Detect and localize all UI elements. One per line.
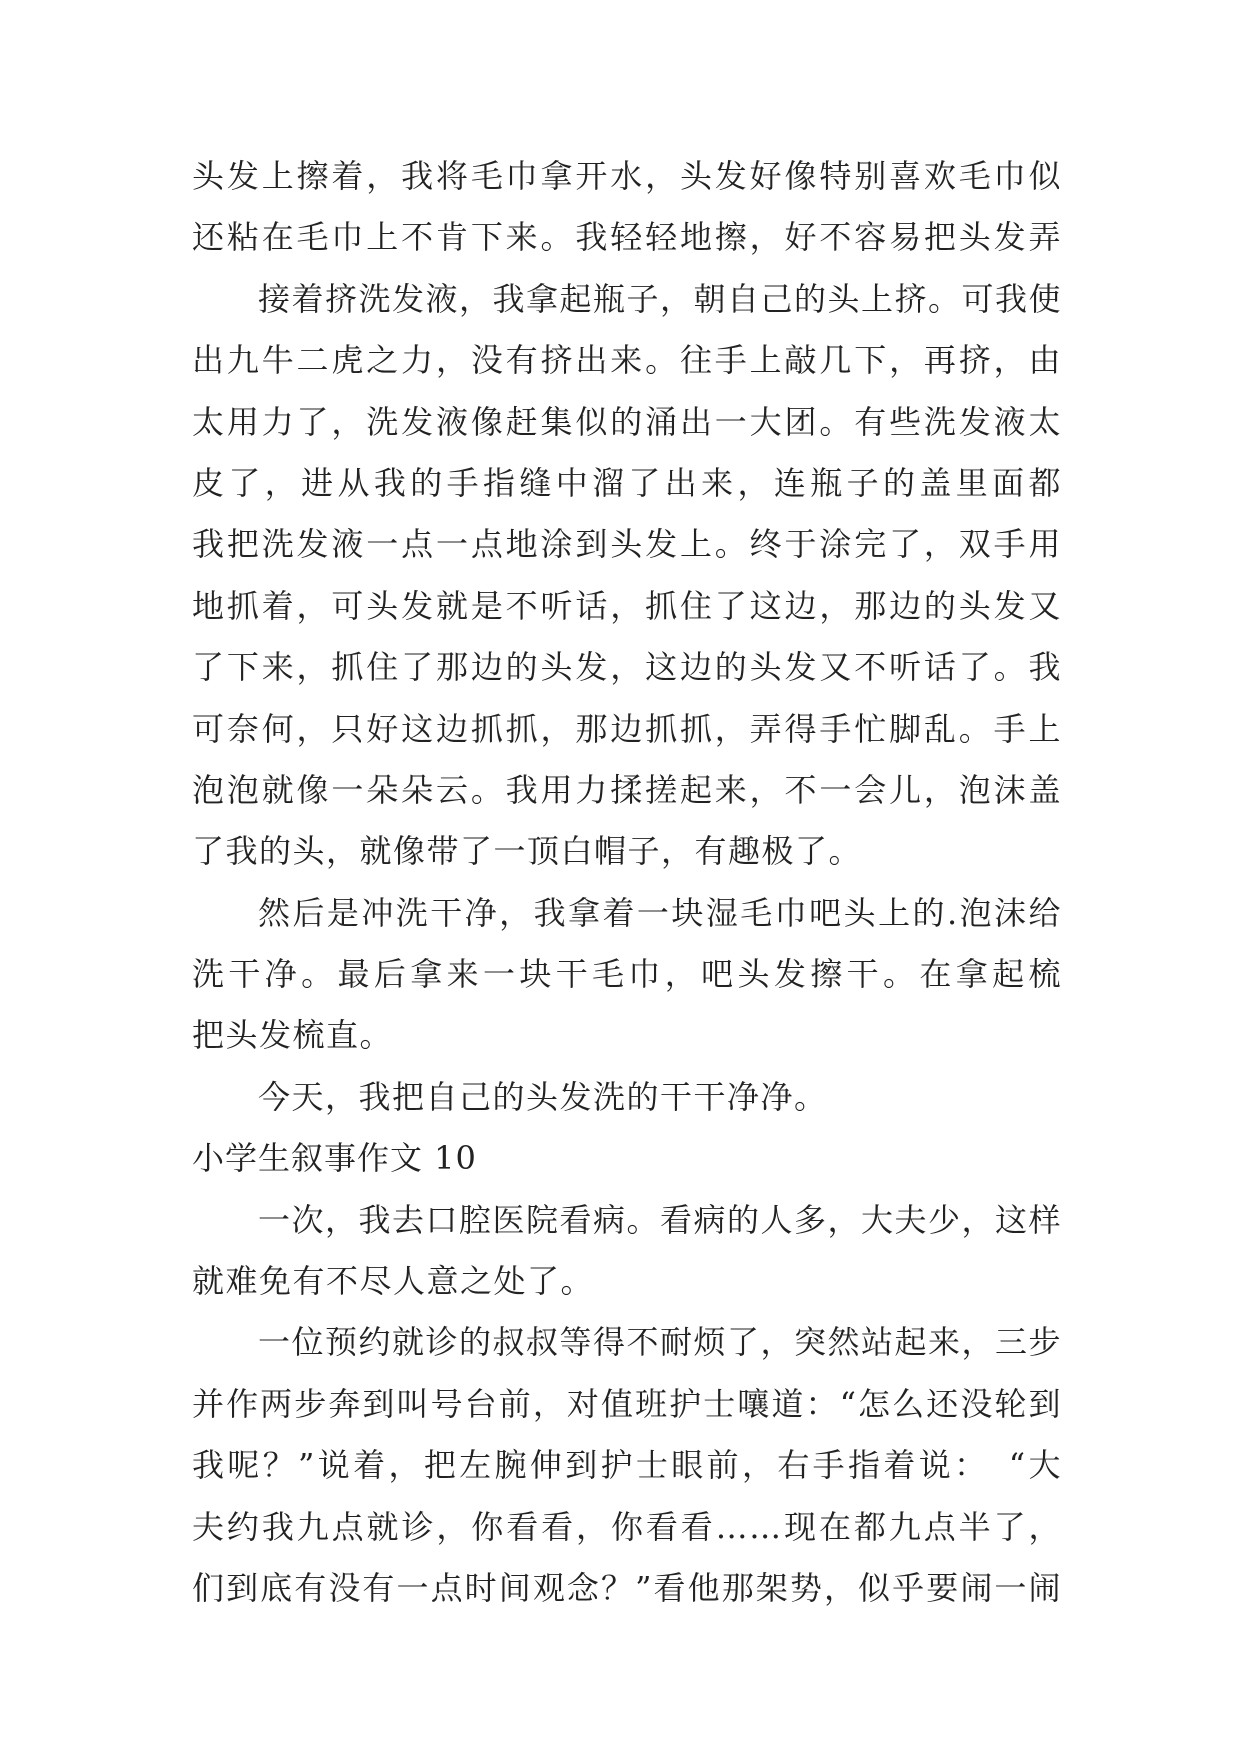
text-line: 皮了，进从我的手指缝中溜了出来，连瓶子的盖里面都 bbox=[192, 463, 1062, 502]
text-line: 太用力了，洗发液像赶集似的涌出一大团。有些洗发液太 bbox=[192, 402, 1062, 441]
text-line: 出九牛二虎之力，没有挤出来。往手上敲几下，再挤，由 bbox=[192, 341, 1062, 380]
text-line: 并作两步奔到叫号台前，对值班护士嚷道：“怎么还没轮到 bbox=[192, 1384, 1062, 1423]
text-line: 了我的头，就像带了一顶白帽子，有趣极了。 bbox=[192, 832, 863, 871]
text-line: 头发上擦着，我将毛巾拿开水，头发好像特别喜欢毛巾似 bbox=[192, 157, 1062, 195]
text-line: 们到底有没有一点时间观念？”看他那架势，似乎要闹一闹 bbox=[192, 1568, 1062, 1607]
text-line: 了下来，抓住了那边的头发，这边的头发又不听话了。我 bbox=[192, 648, 1062, 687]
text-line: 夫约我九点就诊，你看看，你看看……现在都九点半了， bbox=[192, 1507, 1062, 1546]
text-line: 还粘在毛巾上不肯下来。我轻轻地擦，好不容易把头发弄 bbox=[192, 218, 1062, 257]
text-line: 地抓着，可头发就是不听话，抓住了这边，那边的头发又 bbox=[192, 586, 1062, 625]
text-line: 然后是冲洗干净，我拿着一块湿毛巾吧头上的.泡沫给 bbox=[258, 893, 1062, 932]
text-line: 我把洗发液一点一点地涂到头发上。终于涂完了，双手用 bbox=[192, 525, 1062, 564]
text-line: 我呢？”说着，把左腕伸到护士眼前，右手指着说： “大 bbox=[192, 1446, 1062, 1485]
text-line: 今天，我把自己的头发洗的干干净净。 bbox=[258, 1077, 828, 1116]
text-line: 就难免有不尽人意之处了。 bbox=[192, 1262, 595, 1301]
text-line: 一位预约就诊的叔叔等得不耐烦了，突然站起来，三步 bbox=[258, 1323, 1062, 1362]
text-line: 接着挤洗发液，我拿起瓶子，朝自己的头上挤。可我使 bbox=[258, 279, 1062, 318]
section-heading: 小学生叙事作文 10 bbox=[192, 1139, 477, 1178]
text-line: 可奈何，只好这边抓抓，那边抓抓，弄得手忙脚乱。手上 bbox=[192, 709, 1062, 748]
document-body bbox=[192, 146, 1062, 1619]
text-line: 一次，我去口腔医院看病。看病的人多，大夫少，这样 bbox=[258, 1200, 1062, 1239]
text-line: 把头发梳直。 bbox=[192, 1016, 394, 1055]
text-line: 洗干净。最后拿来一块干毛巾，吧头发擦干。在拿起梳 bbox=[192, 955, 1062, 994]
text-line: 泡泡就像一朵朵云。我用力揉搓起来，不一会儿，泡沫盖 bbox=[192, 770, 1062, 809]
